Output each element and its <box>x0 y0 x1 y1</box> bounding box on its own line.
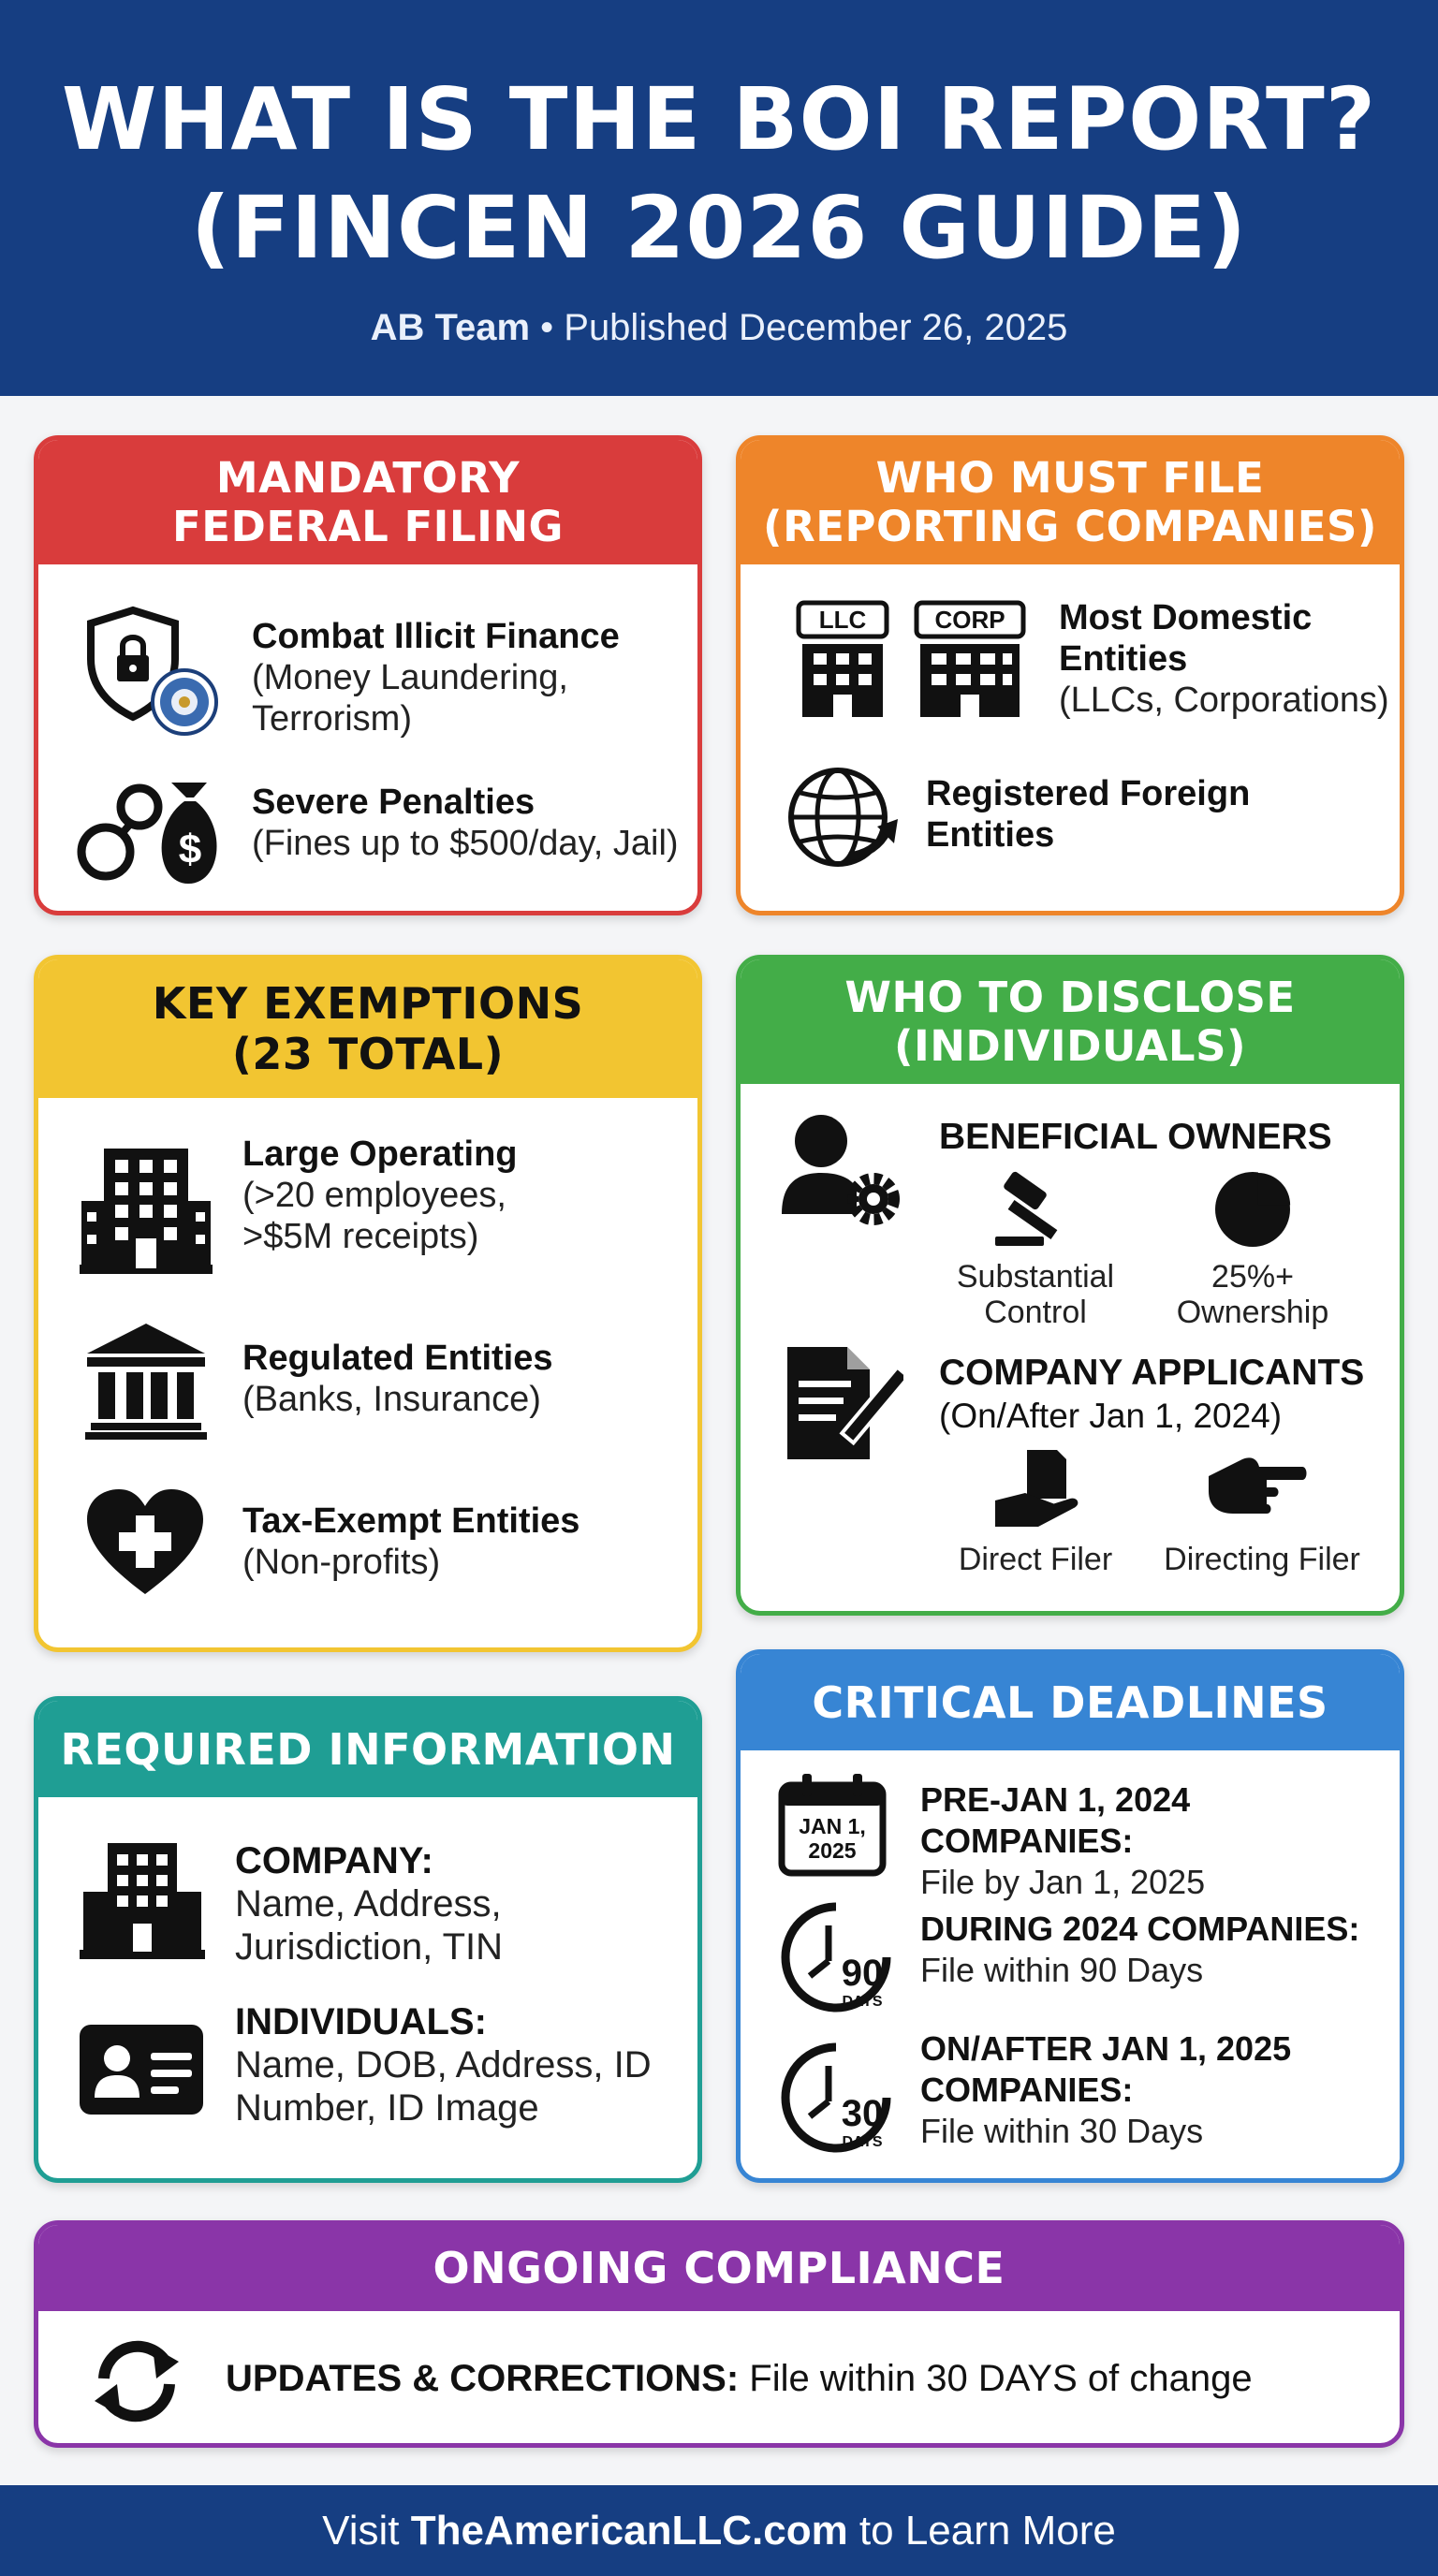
bank-columns-icon <box>83 1320 209 1442</box>
card-heading: KEY EXEMPTIONS (23 TOTAL) <box>38 959 697 1098</box>
card-heading: WHO TO DISCLOSE (INDIVIDUALS) <box>741 959 1400 1084</box>
deadline-during-2024: DURING 2024 COMPANIES: File within 90 Days <box>920 1910 1360 1989</box>
published-date: • Published December 26, 2025 <box>540 307 1068 348</box>
card-heading: WHO MUST FILE (REPORTING COMPANIES) <box>741 440 1400 564</box>
hand-document-icon <box>990 1446 1083 1530</box>
item-domestic-entities: Most Domestic Entities (LLCs, Corporations) <box>1059 598 1389 720</box>
substantial-control-label: Substantial Control <box>956 1259 1115 1330</box>
deadline-after-2025: ON/AFTER JAN 1, 2025 COMPANIES: File within 30 Days <box>920 2029 1292 2150</box>
item-tax-exempt: Tax-Exempt Entities (Non-profits) <box>242 1501 580 1582</box>
card-mandatory-filing <box>34 435 702 915</box>
card-ongoing-compliance <box>34 2220 1404 2448</box>
page-title <box>0 0 1438 283</box>
item-foreign-entities: Registered Foreign Entities <box>926 774 1251 855</box>
id-card-icon <box>76 2021 207 2118</box>
card-heading: REQUIRED INFORMATION <box>38 1701 697 1797</box>
title-line-1: WHAT IS THE BOI REPORT? <box>61 69 1377 169</box>
directing-filer-label: Directing Filer <box>1164 1542 1360 1577</box>
item-company-info: COMPANY: Name, Address, Jurisdiction, TIN <box>235 1840 504 1968</box>
updates-corrections-text: UPDATES & CORRECTIONS: File within 30 DAYS of change <box>226 2358 1253 2399</box>
llc-building-icon <box>793 599 892 721</box>
card-heading: MANDATORY FEDERAL FILING <box>38 440 697 564</box>
author: AB Team <box>370 307 531 348</box>
card-required-information <box>34 1696 702 2183</box>
pie-chart-icon <box>1211 1167 1295 1251</box>
footer-banner: Visit TheAmericanLLC.com to Learn More <box>0 2485 1438 2576</box>
corp-building-icon <box>911 599 1029 721</box>
beneficial-owners-title: BENEFICIAL OWNERS <box>939 1117 1332 1157</box>
clock-30-days-icon <box>778 2040 894 2156</box>
clock-90-days-icon <box>778 1899 894 2015</box>
svg-text:2025: 2025 <box>808 1838 857 1863</box>
svg-text:90: 90 <box>841 1953 884 1994</box>
svg-text:DAYS: DAYS <box>842 1994 883 2010</box>
item-combat-finance: Combat Illicit Finance (Money Laundering, Terrorism) <box>252 617 620 739</box>
pointing-hand-icon <box>1205 1450 1308 1525</box>
calendar-icon <box>778 1772 887 1877</box>
svg-text:CORP: CORP <box>934 606 1005 634</box>
office-building-icon <box>76 1145 216 1276</box>
card-heading: ONGOING COMPLIANCE <box>38 2225 1400 2311</box>
gavel-icon <box>986 1171 1079 1250</box>
company-applicants-title: COMPANY APPLICANTS <box>939 1353 1365 1393</box>
direct-filer-label: Direct Filer <box>958 1542 1113 1577</box>
company-building-icon <box>76 1839 209 1961</box>
card-key-exemptions <box>34 955 702 1652</box>
item-individuals-info: INDIVIDUALS: Name, DOB, Address, ID Number, ID Image <box>235 2001 652 2129</box>
handcuffs-money-bag-icon <box>74 769 233 891</box>
item-regulated-entities: Regulated Entities (Banks, Insurance) <box>242 1339 553 1419</box>
svg-text:30: 30 <box>841 2093 884 2134</box>
deadline-pre-2024: PRE-JAN 1, 2024 COMPANIES: File by Jan 1, 2025 <box>920 1780 1206 1901</box>
website-link[interactable]: TheAmericanLLC.com <box>410 2508 848 2554</box>
user-gear-icon <box>778 1109 909 1231</box>
page-header <box>0 0 1438 396</box>
heart-plus-icon <box>83 1486 207 1600</box>
card-who-must-file <box>736 435 1404 915</box>
refresh-arrows-icon <box>85 2330 188 2433</box>
card-who-to-disclose <box>736 955 1404 1616</box>
svg-text:DAYS: DAYS <box>842 2134 883 2150</box>
card-critical-deadlines <box>736 1649 1404 2183</box>
ownership-label: 25%+ Ownership <box>1176 1259 1329 1330</box>
title-line-2: (FINCEN 2026 GUIDE) <box>190 178 1248 278</box>
document-pen-icon <box>782 1343 903 1465</box>
company-applicants-sub: (On/After Jan 1, 2024) <box>939 1397 1283 1435</box>
card-heading: CRITICAL DEADLINES <box>741 1654 1400 1750</box>
shield-lock-icon <box>81 601 222 741</box>
globe-arrow-icon <box>784 763 905 875</box>
byline <box>0 307 1438 349</box>
svg-text:$: $ <box>178 827 202 872</box>
svg-text:LLC: LLC <box>818 606 867 634</box>
item-large-operating: Large Operating (>20 employees, >$5M receipts) <box>242 1134 518 1256</box>
item-severe-penalties: Severe Penalties (Fines up to $500/day, Jail) <box>252 783 679 863</box>
svg-text:JAN 1,: JAN 1, <box>799 1814 866 1838</box>
